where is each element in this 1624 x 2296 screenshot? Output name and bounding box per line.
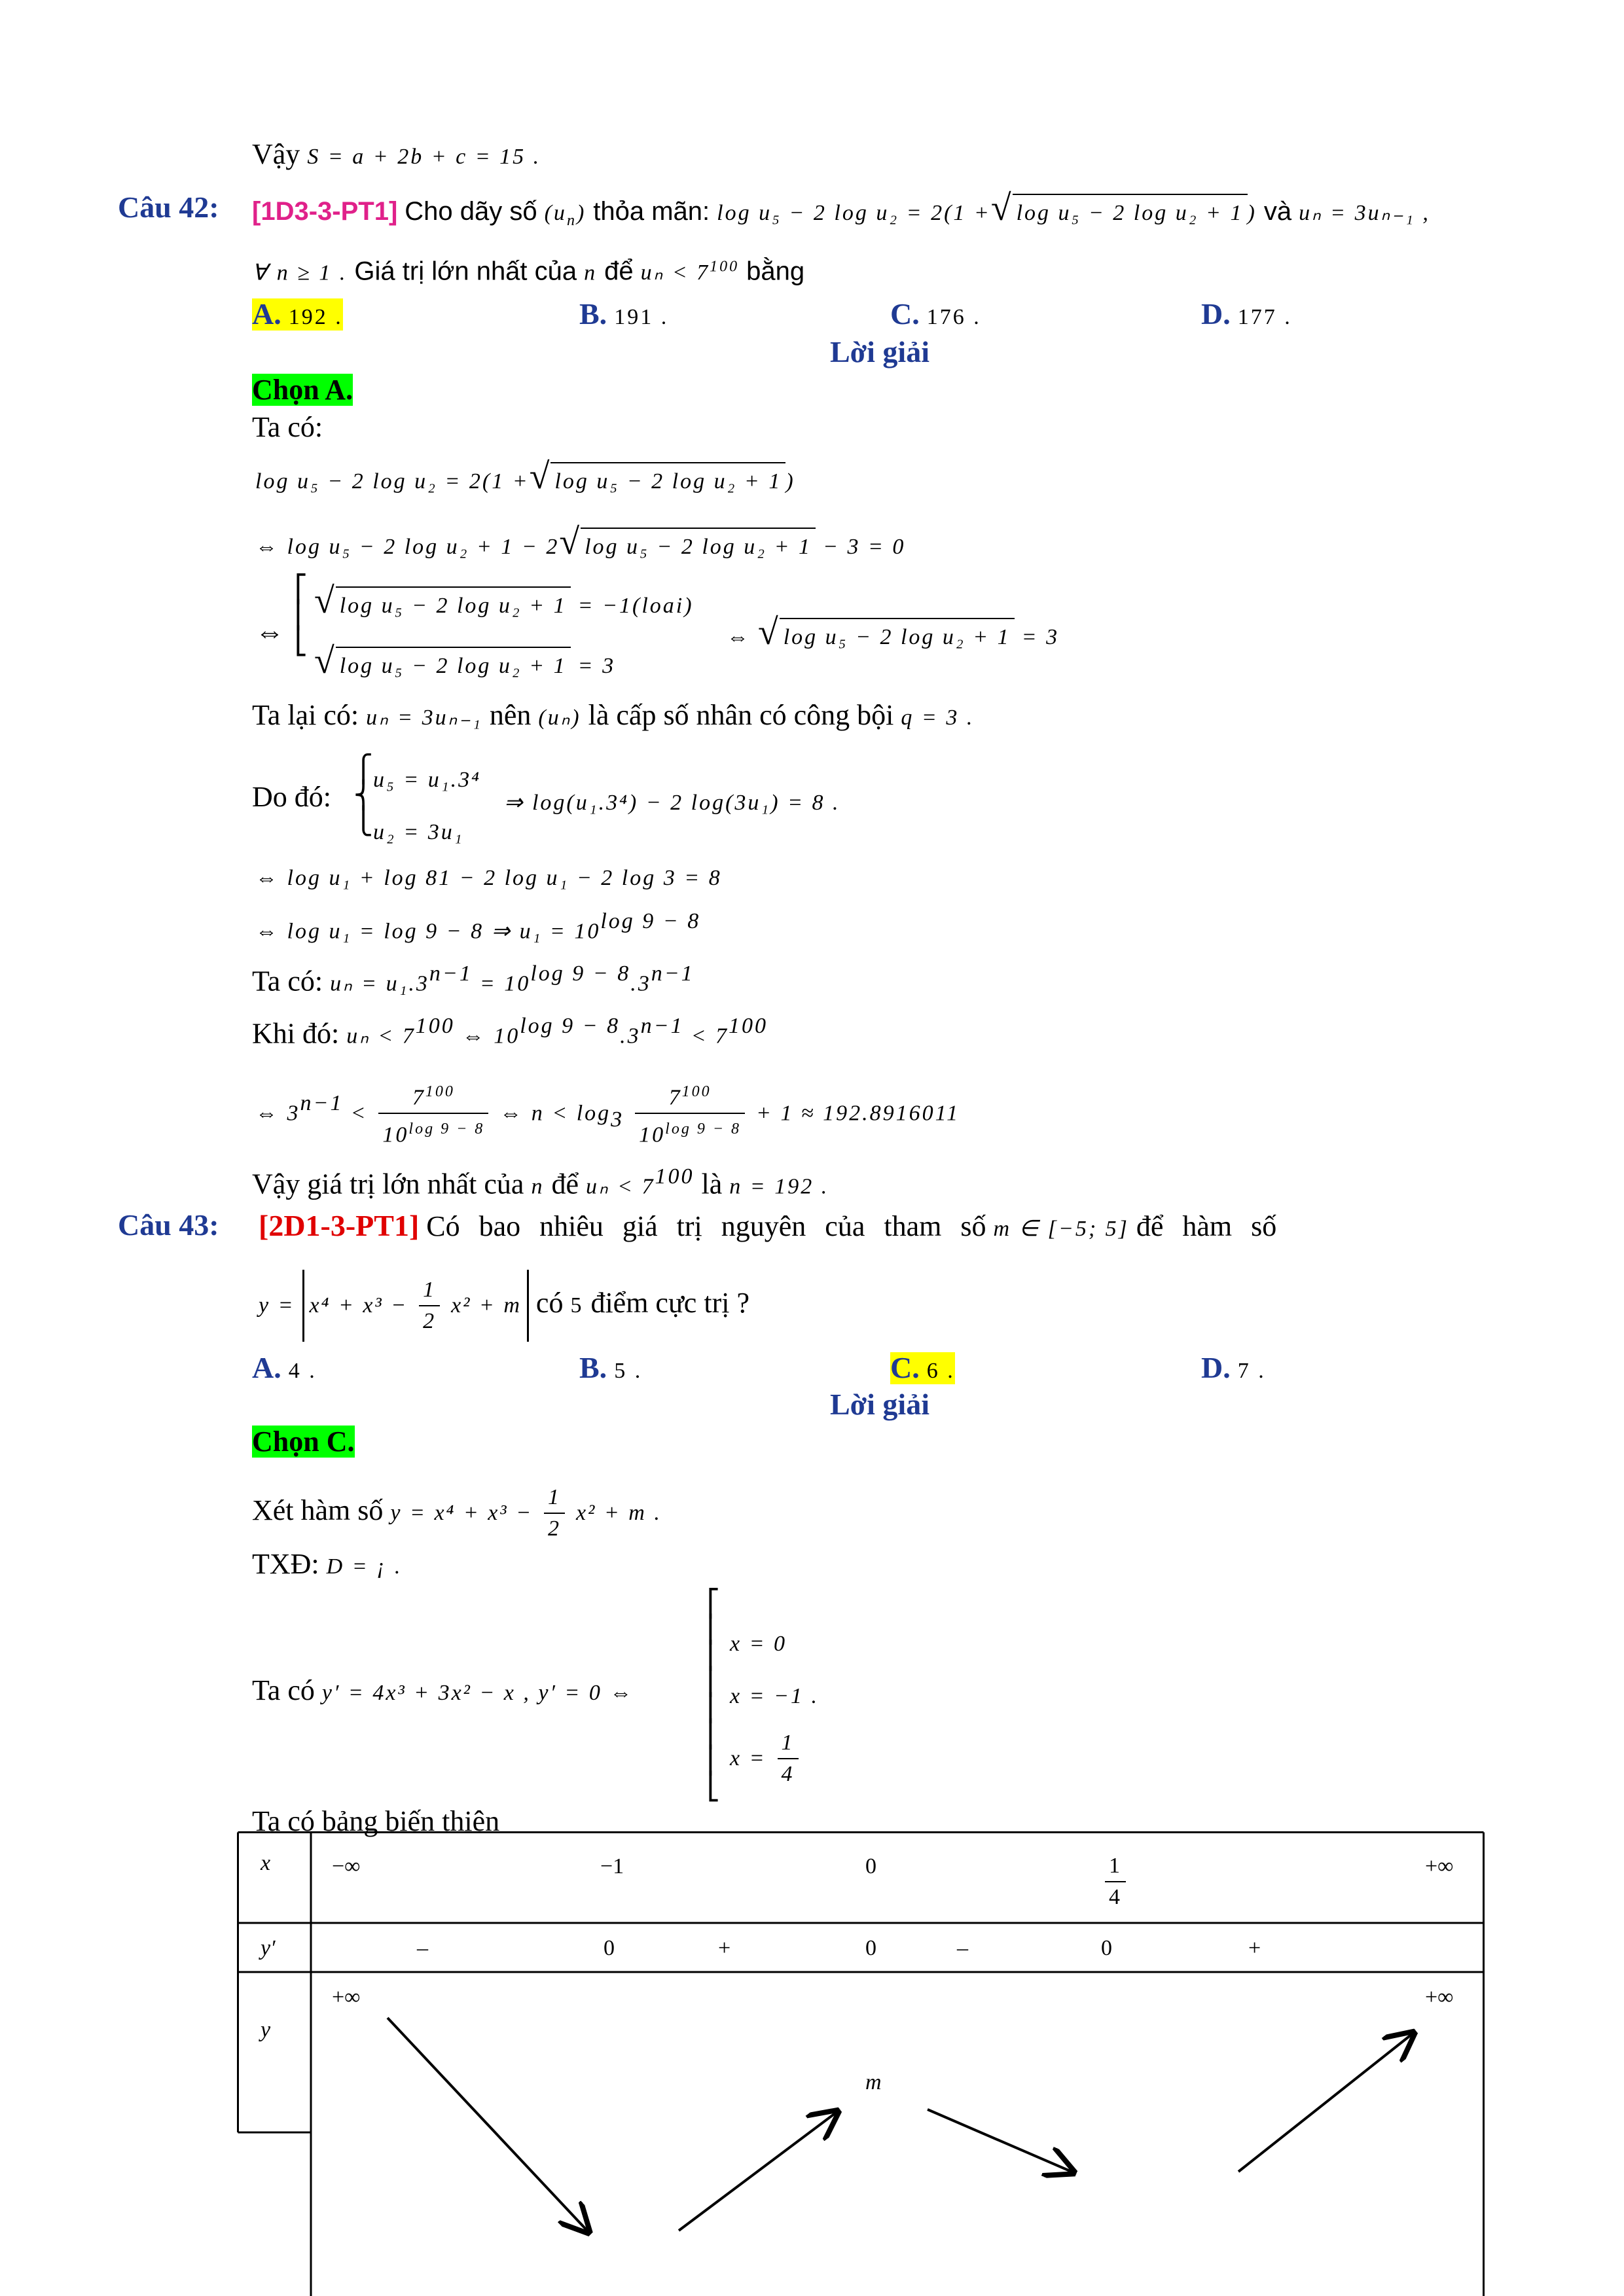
case-3: x = $\frac{1}{4}$ bbox=[730, 1728, 803, 1789]
x-zero: 0 bbox=[865, 1854, 876, 1878]
x-quarter: $\frac{1}{4}$ bbox=[1101, 1851, 1130, 1912]
system-bottom: u₂ = 3u₁ bbox=[373, 820, 464, 844]
math-un: $(u_n)$ bbox=[544, 201, 586, 229]
text: thỏa mãn: bbox=[593, 197, 710, 226]
chosen-answer: Chọn A. bbox=[252, 374, 353, 406]
system-result: ⇒ log(u₁.3⁴) − 2 log(3u₁) = 8 . bbox=[504, 791, 840, 815]
yp-sign-4: + bbox=[1248, 1936, 1261, 1960]
y-right-inf: +∞ bbox=[1425, 1985, 1454, 2009]
fraction-2: $\frac{7^{100}}{10^{log 9 - 8}}$ bbox=[635, 1077, 745, 1151]
geometric-sequence-line: Ta lại có: uₙ = 3uₙ₋₁ nên (uₙ) là cấp số nhân có công bội q = 3 . bbox=[252, 699, 975, 731]
arrow-down-2 bbox=[928, 2109, 1072, 2172]
step-6: ⇔ $3^{n-1}$ < $\frac{7^{100}}{10^{log 9 - 8}}$ ⇔ $n < \log_3$ $\frac{7^{100}}{10^{log 9 - 8}}$ + 1 ≈ 192.8916011 bbox=[255, 1077, 960, 1151]
option-c: C. 176 . bbox=[890, 297, 981, 331]
final-conclusion: Vậy giá trị lớn nhất của n để $u_n < 7^{100}$ là n = 192 . bbox=[252, 1164, 829, 1200]
conclusion-previous bbox=[252, 136, 541, 175]
step-3-top: √ log u₅ − 2 log u₂ + 1 = −1(loai) bbox=[314, 583, 694, 624]
yp-zero-1: 0 bbox=[604, 1936, 615, 1960]
x-neg-inf: −∞ bbox=[332, 1854, 361, 1878]
question-43-label: Câu 43: bbox=[118, 1208, 219, 1242]
system-top: u₅ = u₁.3⁴ bbox=[373, 768, 481, 792]
function-line: Xét hàm số y = x⁴ + x³ − $\frac{1}{2}$ x² + m . bbox=[252, 1482, 662, 1544]
solution-heading: Lời giải bbox=[830, 335, 929, 368]
question-42-label: Câu 42: bbox=[118, 190, 219, 224]
math-eq1: log u₅ − 2 log u₂ = 2(1 + bbox=[717, 201, 991, 225]
row-label-yprime: y′ bbox=[261, 1936, 276, 1960]
variation-table-title: Ta có bảng biến thiên bbox=[252, 1805, 500, 1837]
case-1: x = 0 bbox=[730, 1632, 787, 1656]
x-neg-one: −1 bbox=[600, 1854, 624, 1878]
yp-sign-2: + bbox=[718, 1936, 731, 1960]
yp-sign-3: – bbox=[957, 1936, 968, 1960]
bracket-left: ⎡ ⎢ ⎣ bbox=[295, 574, 308, 656]
x-pos-inf: +∞ bbox=[1425, 1854, 1454, 1878]
step-5: ⇔ log u₁ = log 9 − 8 ⇒ $u_1 = 10^{log 9 - 8}$ bbox=[255, 909, 701, 944]
brace-left: ⎧ ⎨ ⎩ bbox=[353, 754, 373, 836]
text: Giá trị lớn nhất của bbox=[354, 257, 577, 286]
arrow-up-1 bbox=[679, 2113, 836, 2231]
option-43-a: A. 4 . bbox=[252, 1351, 317, 1384]
arrow-up-2 bbox=[1238, 2034, 1412, 2172]
y-left-inf: +∞ bbox=[332, 1985, 361, 2009]
domain-line: TXĐ: D = ¡ . bbox=[252, 1548, 403, 1580]
yp-zero-3: 0 bbox=[1101, 1936, 1112, 1960]
question-42-line1: [1D3-3-PT1] Cho dãy số $(u_n)$ thỏa mãn: log u₅ − 2 log u₂ = 2(1 +√ log u₅ − 2 log u₂ + 1 ) và uₙ = 3uₙ₋₁ , bbox=[252, 190, 1430, 239]
solution-heading-2: Lời giải bbox=[830, 1388, 929, 1421]
text-ta-co: Ta có: bbox=[252, 411, 323, 443]
row-label-x: x bbox=[261, 1851, 271, 1875]
variation-table bbox=[237, 1831, 1485, 2296]
question-42-line2 bbox=[252, 249, 804, 291]
question-43-line2: y = x⁴ + x³ − $\frac{1}{2}$ x² + m có 5 điểm cực trị ? bbox=[259, 1270, 749, 1342]
step-3-bottom: √ log u₅ − 2 log u₂ + 1 = 3 bbox=[314, 643, 615, 685]
y-mid-m: m bbox=[865, 2070, 882, 2094]
option-a: A. 192 . bbox=[252, 297, 343, 331]
text: bằng bbox=[746, 257, 805, 286]
text: Cho dãy số bbox=[405, 197, 537, 226]
option-b: B. 191 . bbox=[579, 297, 669, 331]
row-label-y: y bbox=[261, 2018, 271, 2042]
yp-zero-2: 0 bbox=[865, 1936, 876, 1960]
general-term-line: Ta có: $u_n = u_1.3^{n-1} = 10^{log 9 - 8}.3^{n-1}$ bbox=[252, 961, 695, 997]
text: để bbox=[604, 257, 634, 286]
text: và bbox=[1263, 197, 1292, 226]
math-n: n bbox=[584, 260, 598, 285]
option-d: D. 177 . bbox=[1201, 297, 1292, 331]
inequality-line: Khi đó: $u_n < 7^{100}$ ⇔ $10^{log 9 - 8}.3^{n-1} < 7^{100}$ bbox=[252, 1014, 768, 1050]
step-3-arrow: ⇔ bbox=[255, 616, 284, 648]
derivative-line: Ta có y′ = 4x³ + 3x² − x , y′ = 0 ⇔ bbox=[252, 1674, 634, 1706]
bracket-cases: ⎡ ⎢ ⎢ ⎢ ⎢ ⎢ ⎢ ⎣ bbox=[707, 1588, 720, 1802]
question-42-tag: [1D3-3-PT1] bbox=[252, 197, 398, 226]
text-vay: Vậy bbox=[252, 138, 300, 170]
option-43-d: D. 7 . bbox=[1201, 1351, 1266, 1384]
chosen-answer-2: Chọn C. bbox=[252, 1426, 355, 1458]
step-4: ⇔ log u₁ + log 81 − 2 log u₁ − 2 log 3 = 8 bbox=[255, 866, 722, 890]
step-1: log u₅ − 2 log u₂ = 2(1 +√ log u₅ − 2 log u₂ + 1 ) bbox=[255, 458, 795, 500]
question-43-line1: [2D1-3-PT1] Có bao nhiêu giá trị nguyên của tham số m ∈ [−5; 5] để hàm số bbox=[259, 1209, 1277, 1242]
text-do-do: Do đó: bbox=[252, 781, 331, 813]
table-grid bbox=[237, 1831, 1485, 2296]
fraction-1: $\frac{7^{100}}{10^{log 9 - 8}}$ bbox=[378, 1077, 488, 1151]
arrow-down-1 bbox=[388, 2018, 587, 2231]
math-sqrt: log u₅ − 2 log u₂ + 1 bbox=[1013, 194, 1248, 232]
math-forall: ∀ n ≥ 1 . bbox=[252, 260, 348, 285]
yp-sign-1: – bbox=[417, 1936, 428, 1960]
math-s-expr: S = a + 2b + c = 15 . bbox=[307, 145, 541, 169]
math-eq2: uₙ = 3uₙ₋₁ , bbox=[1299, 201, 1430, 225]
option-43-c: C. 6 . bbox=[890, 1351, 955, 1384]
step-3-right: ⇔ √ log u₅ − 2 log u₂ + 1 = 3 bbox=[727, 614, 1059, 656]
math-ineq: $u_n < 7^{100}$ bbox=[640, 259, 740, 285]
step-2: ⇔ log u₅ − 2 log u₂ + 1 − 2√ log u₅ − 2 log u₂ + 1 − 3 = 0 bbox=[255, 524, 905, 565]
option-43-b: B. 5 . bbox=[579, 1351, 643, 1384]
case-2: x = −1 . bbox=[730, 1684, 819, 1708]
